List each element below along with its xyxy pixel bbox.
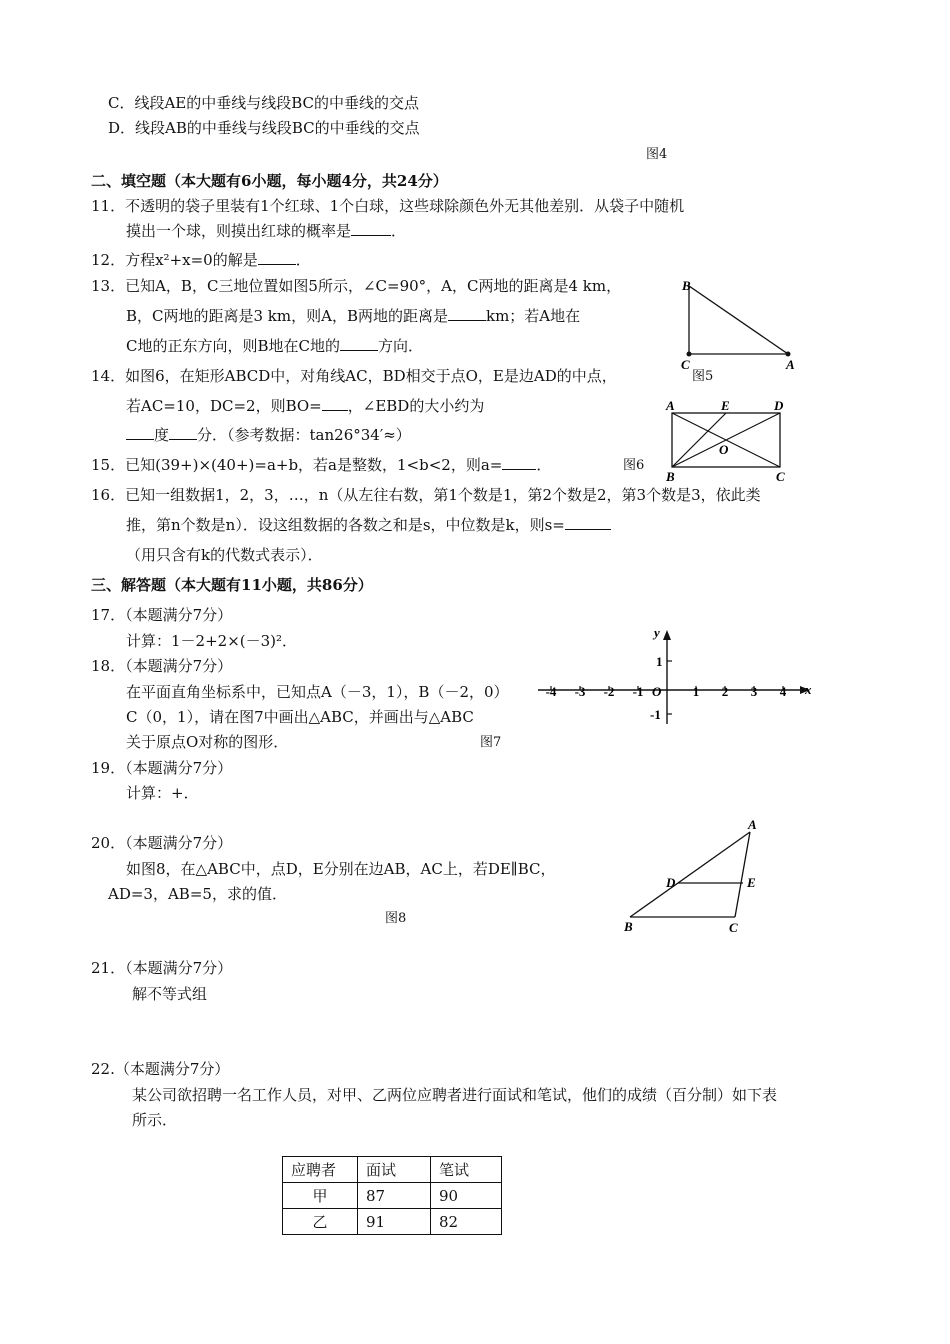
- table-header-cell: 面试: [358, 1157, 431, 1183]
- question-22-line2: 所示．: [132, 1111, 178, 1129]
- fig7-label-o: O: [652, 684, 662, 699]
- question-18-line2: C（0，1），请在图7中画出△ABC，并画出与△ABC: [126, 708, 474, 726]
- figure-8: [616, 814, 766, 938]
- figure-6: [662, 396, 794, 486]
- question-11-line2: 摸出一个球，则摸出红球的概率是 ．: [126, 222, 407, 240]
- fig5-label-a: A: [786, 357, 795, 372]
- question-13-line1: 13．已知A，B，C三地位置如图5所示，∠C=90°，A，C两地的距离是4 km，: [91, 277, 622, 295]
- table-cell: 82: [431, 1209, 502, 1235]
- question-14-line2: 若AC=10，DC=2，则BO= ，∠EBD的大小约为: [126, 397, 485, 415]
- table-cell: 90: [431, 1183, 502, 1209]
- table-row: [283, 1209, 502, 1235]
- question-19-body: 计算：+．: [126, 784, 199, 802]
- question-19-title: 19．（本题满分7分）: [91, 759, 233, 777]
- figure-4-caption: 图4: [646, 147, 668, 162]
- section-3-heading: 三、解答题（本大题有11小题，共86分）: [91, 576, 373, 594]
- option-d: D．线段AB的中垂线与线段BC的中垂线的交点: [108, 119, 420, 137]
- fig7-xtick-label: 3: [750, 684, 758, 699]
- fig5-label-b: B: [682, 278, 691, 293]
- question-16-line1: 16．已知一组数据1，2，3，…，n（从左往右数，第1个数是1，第2个数是2，第3个数是3，依此类: [91, 486, 761, 504]
- question-17-title: 17．（本题满分7分）: [91, 606, 233, 624]
- fig7-ytick-1: 1: [656, 654, 663, 669]
- fig7-xtick-label: -2: [603, 684, 615, 699]
- question-21-title: 21．（本题满分7分）: [91, 959, 233, 977]
- fig8-label-d: D: [666, 875, 676, 890]
- question-14-line1: 14．如图6，在矩形ABCD中，对角线AC，BD相交于点O，E是边AD的中点，: [91, 367, 617, 385]
- fig8-label-c: C: [729, 920, 738, 935]
- question-21-body: 解不等式组: [132, 985, 208, 1003]
- figure-5: [676, 278, 800, 372]
- fig6-label-b: B: [666, 469, 675, 484]
- question-20-title: 20．（本题满分7分）: [91, 834, 233, 852]
- table-row: [283, 1183, 502, 1209]
- question-13-line3: C地的正东方向，则B地在C地的 方向．: [126, 337, 423, 355]
- fig7-xtick-label: -1: [632, 684, 644, 699]
- question-17-body: 计算：1－2+2×(－3)²．: [126, 632, 298, 650]
- fig6-label-a: A: [666, 398, 675, 413]
- fig8-label-e: E: [747, 875, 756, 890]
- question-16-line3: （用只含有k的代数式表示）．: [126, 546, 323, 564]
- fig7-label-x: x: [805, 682, 812, 697]
- fig6-label-o: O: [719, 442, 729, 457]
- question-22-title: 22.（本题满分7分）: [91, 1060, 230, 1078]
- question-18-title: 18．（本题满分7分）: [91, 657, 233, 675]
- fig7-ytick-minus-1: -1: [650, 707, 661, 722]
- question-20-line2: AD=3，AB=5，求的值．: [108, 885, 287, 903]
- figure-6-caption: 图6: [623, 458, 645, 473]
- fig5-label-c: C: [681, 357, 690, 372]
- table-cell: 91: [358, 1209, 431, 1235]
- fig7-xtick-label: -3: [574, 684, 586, 699]
- question-18-line1: 在平面直角坐标系中，已知点A（－3，1），B（－2，0）: [126, 683, 509, 701]
- option-c: C．线段AE的中垂线与线段BC的中垂线的交点: [108, 94, 420, 112]
- fig6-label-c: C: [776, 469, 785, 484]
- table-header-cell: 笔试: [431, 1157, 502, 1183]
- figure-5-caption: 图5: [692, 369, 714, 384]
- fig7-label-y: y: [654, 625, 660, 640]
- fig7-xtick-label: -4: [545, 684, 557, 699]
- question-15: 15．已知(39+)×(40+)=a+b，若a是整数，1<b<2，则a= ．: [91, 456, 552, 474]
- fig8-label-a: A: [748, 817, 757, 832]
- table-cell: 乙: [283, 1209, 358, 1235]
- question-20-line1: 如图8，在△ABC中，点D，E分别在边AB，AC上，若DE∥BC，: [126, 860, 556, 878]
- question-12: 12．方程x²+x=0的解是 ．: [91, 251, 311, 269]
- figure-7: [530, 622, 820, 732]
- question-18-line3: 关于原点O对称的图形．: [126, 733, 289, 751]
- section-2-heading: 二、填空题（本大题有6小题，每小题4分，共24分）: [91, 172, 448, 190]
- table-cell: 87: [358, 1183, 431, 1209]
- figure-8-caption: 图8: [385, 911, 407, 926]
- fig7-xtick-label: 2: [721, 684, 729, 699]
- question-11-line1: 11．不透明的袋子里装有1个红球、1个白球，这些球除颜色外无其他差别．从袋子中随机: [91, 197, 685, 215]
- question-22-line1: 某公司欲招聘一名工作人员，对甲、乙两位应聘者进行面试和笔试，他们的成绩（百分制）如下表: [132, 1086, 778, 1104]
- question-16-line2: 推，第n个数是n）．设这组数据的各数之和是s，中位数是k，则s=: [126, 515, 611, 535]
- figure-7-caption: 图7: [480, 735, 502, 750]
- table-cell: 甲: [283, 1183, 358, 1209]
- score-table: [282, 1156, 502, 1235]
- fig7-xtick-label: 4: [779, 684, 787, 699]
- fig6-label-e: E: [721, 398, 730, 413]
- fig7-xtick-label: 1: [692, 684, 700, 699]
- fig6-label-d: D: [774, 398, 784, 413]
- table-header-row: [283, 1157, 502, 1183]
- question-14-line3: 度 分．（参考数据：tan26°34′≈）: [126, 425, 411, 445]
- question-13-line2: B，C两地的距离是3 km，则A，B两地的距离是 km；若A地在: [126, 307, 581, 325]
- table-header-cell: 应聘者: [283, 1157, 358, 1183]
- fig8-label-b: B: [624, 919, 633, 934]
